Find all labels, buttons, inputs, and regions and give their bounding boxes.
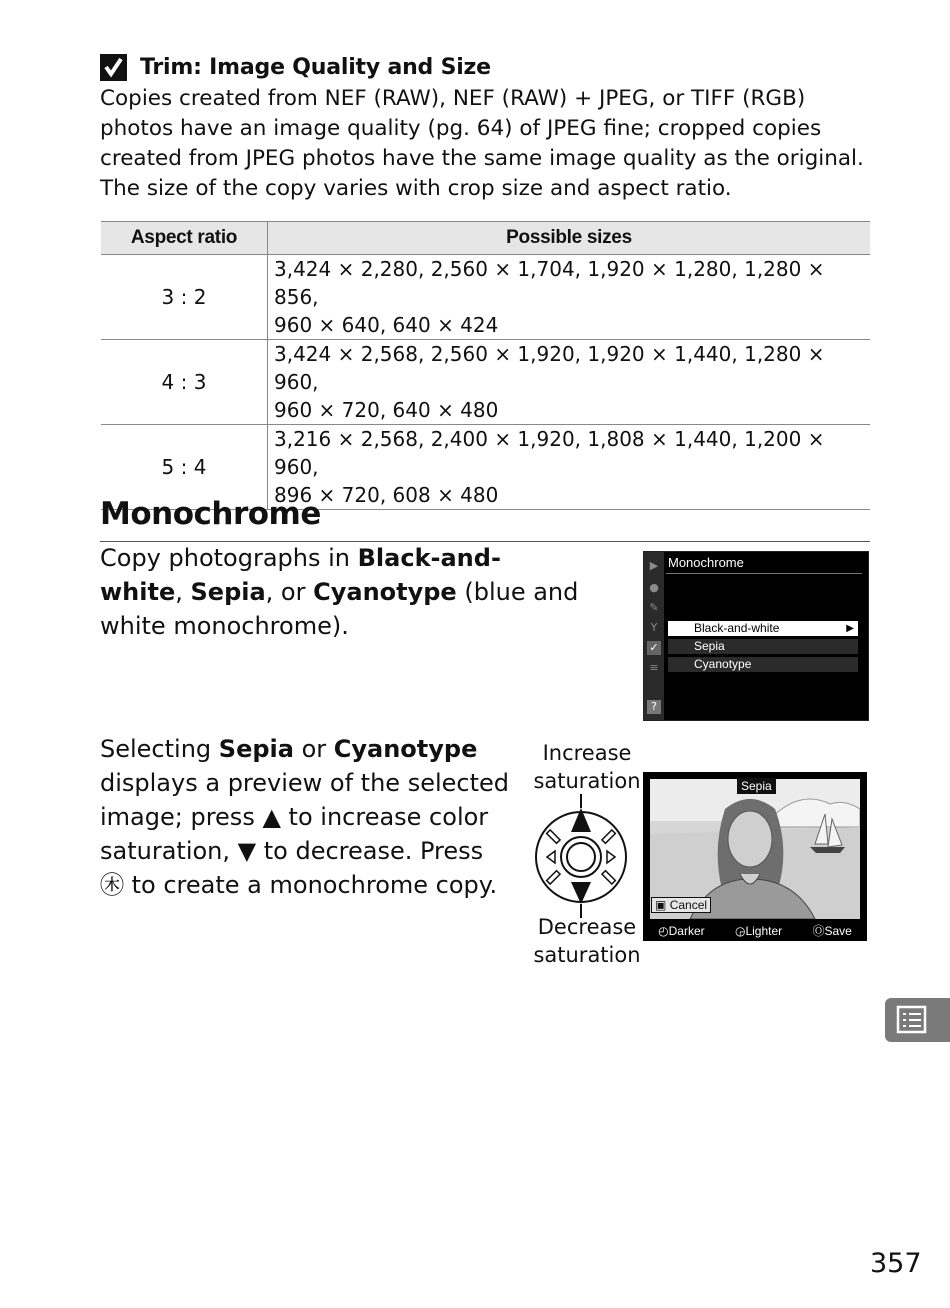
ratio-cell: 3 : 2 — [101, 255, 268, 340]
camera-icon: ● — [649, 581, 659, 594]
menu-list-icon — [885, 998, 950, 1042]
playback-icon: ▶ — [649, 559, 659, 572]
monochrome-menu-screen — [643, 551, 869, 721]
header-possible-sizes: Possible sizes — [268, 222, 871, 255]
menu-item-sepia[interactable] — [668, 639, 858, 654]
increase-saturation-label: Increase saturation — [533, 741, 641, 793]
menu-item-label: Black-and-white — [694, 621, 780, 635]
menu-title-divider — [666, 573, 862, 574]
sizes-line: 960 × 720, 640 × 480 — [274, 398, 499, 422]
darker-label: Darker — [668, 923, 705, 938]
wrench-icon: Y — [650, 621, 658, 634]
text-run: (blue and white monochrome). — [100, 578, 579, 640]
table-header-row — [101, 222, 870, 255]
note-title: Trim: Image Quality and Size — [140, 54, 491, 80]
lighter-hint — [735, 924, 782, 938]
option-black-and-white: Black-and-white — [100, 544, 501, 606]
ratio-cell: 5 : 4 — [101, 425, 268, 510]
ok-button-icon: ㊍ — [100, 871, 124, 899]
lighter-label: Lighter — [745, 923, 783, 938]
dial-icon: ◴ — [658, 923, 669, 938]
text-run: to decrease. Press — [256, 837, 484, 865]
help-icon: ? — [647, 700, 661, 714]
text-run: to create a monochrome copy. — [124, 871, 498, 899]
save-hint — [812, 922, 851, 939]
menu-item-label: Sepia — [694, 639, 725, 653]
zoom-icon: ◶ — [734, 923, 746, 938]
option-cyanotype: Cyanotype — [313, 578, 457, 606]
ok-button-icon: Ⓞ — [812, 924, 825, 938]
menu-item-black-and-white[interactable] — [668, 621, 858, 636]
sizes-cell — [268, 425, 871, 510]
sizes-cell — [268, 255, 871, 340]
darker-hint — [658, 924, 705, 938]
up-arrow-icon: ▲ — [262, 803, 281, 831]
sizes-line: 3,216 × 2,568, 2,400 × 1,920, 1,808 × 1,440, 1,200 × 960, — [274, 427, 825, 479]
page-number: 357 — [870, 1248, 922, 1279]
pencil-icon: ✎ — [649, 601, 659, 614]
arrow-right-icon: ▶ — [846, 623, 854, 634]
menu-item-cyanotype[interactable] — [668, 657, 858, 672]
menu-item-label: Cyanotype — [694, 657, 752, 671]
intro-paragraph — [100, 541, 580, 643]
retouch-menu-tab — [885, 998, 950, 1042]
option-cyanotype: Cyanotype — [333, 735, 478, 763]
text-run: , or — [265, 578, 314, 606]
text-run: Selecting — [100, 735, 219, 763]
header-aspect-ratio: Aspect ratio — [101, 222, 268, 255]
instruction-paragraph — [100, 732, 510, 902]
menu-title: Monochrome — [668, 555, 744, 570]
playback-icon: ▣ — [655, 898, 667, 912]
sizes-line: 896 × 720, 608 × 480 — [274, 483, 499, 507]
cancel-label: Cancel — [669, 898, 708, 912]
text-run: , — [175, 578, 191, 606]
sizes-line: 3,424 × 2,568, 2,560 × 1,920, 1,920 × 1,440, 1,280 × 960, — [274, 342, 825, 394]
checkmark-icon — [100, 54, 127, 81]
text-run: or — [293, 735, 334, 763]
section-title: Monochrome — [100, 496, 321, 532]
save-label: Save — [824, 924, 852, 938]
down-arrow-icon: ▼ — [237, 837, 257, 865]
decrease-saturation-label: Decrease saturation — [533, 915, 641, 967]
sepia-preview-screen — [643, 772, 867, 941]
sizes-line: 960 × 640, 640 × 424 — [274, 313, 499, 337]
note-heading — [100, 50, 491, 84]
preview-button-bar — [643, 920, 867, 941]
menu-sidebar — [644, 552, 664, 720]
multi-selector-diagram — [529, 794, 633, 918]
note-body — [100, 84, 870, 204]
option-sepia: Sepia — [218, 735, 294, 763]
table-row — [101, 255, 870, 340]
ratio-cell: 4 : 3 — [101, 340, 268, 425]
text-run: displays a preview of the selected image; press — [100, 769, 510, 831]
cancel-hint — [651, 897, 711, 913]
text-run: Copy photographs in — [100, 544, 358, 572]
sizes-line: 3,424 × 2,280, 2,560 × 1,704, 1,920 × 1,280, 1,280 × 856, — [274, 257, 825, 309]
sizes-cell — [268, 340, 871, 425]
retouch-icon: ✓ — [647, 641, 661, 655]
mode-label: Sepia — [737, 778, 776, 794]
text-run: to increase color saturation, — [100, 803, 489, 865]
table-row — [101, 340, 870, 425]
note-text: Copies created from NEF (RAW), NEF (RAW) + JPEG, or TIFF (RGB) photos have an image quality (pg. 64) of JPEG fine; cropped copies created from JPEG photos have the same image quality as the original. The size of the copy varies with crop size and aspect ratio. — [100, 86, 864, 201]
option-sepia: Sepia — [190, 578, 266, 606]
my-menu-icon: ≡ — [649, 661, 659, 674]
sizes-table — [101, 221, 870, 510]
